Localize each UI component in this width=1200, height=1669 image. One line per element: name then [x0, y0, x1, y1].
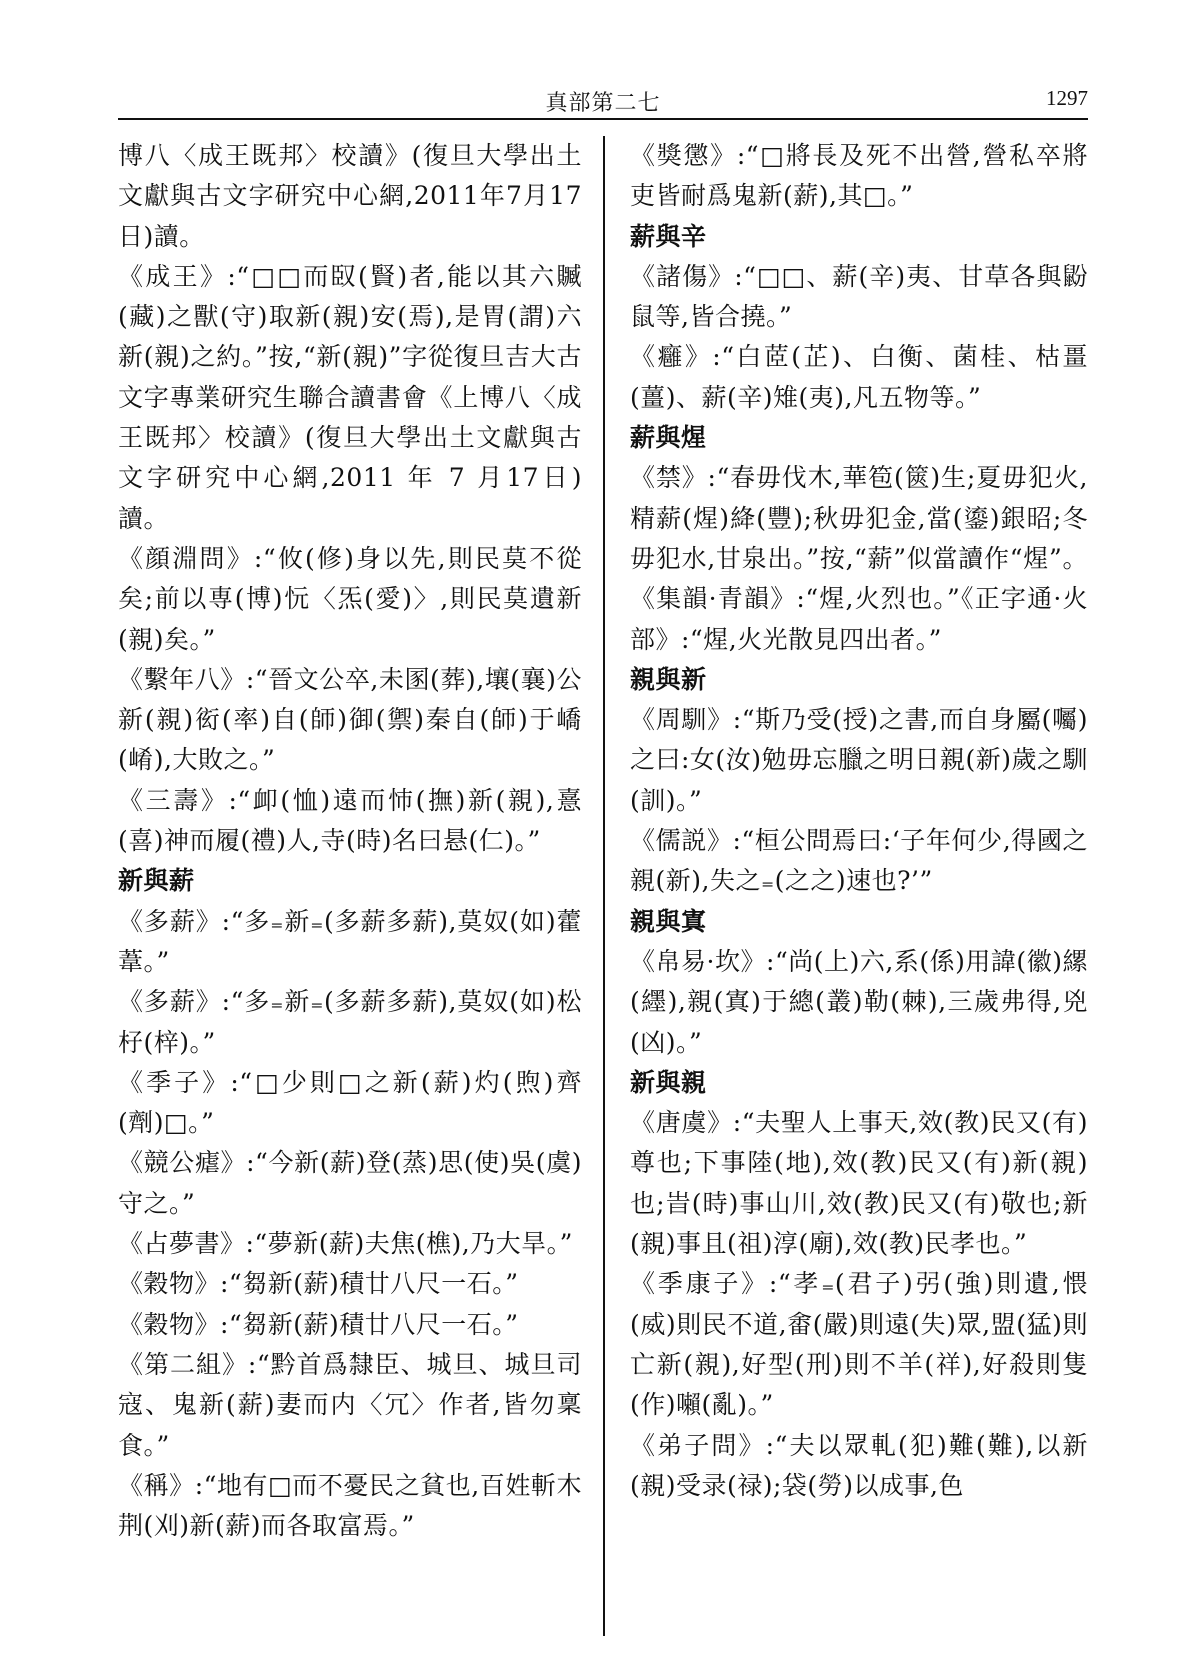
- entry-paragraph: 《穀物》:“芻新(薪)積廿八尺一石。”: [118, 1269, 519, 1299]
- right-column: [630, 136, 1088, 1506]
- entry-paragraph: 《季子》:“□少則□之新(薪)灼(煦)齊(劑)□。”: [118, 1067, 582, 1138]
- section-heading: 親與新: [630, 664, 707, 694]
- entry-paragraph: 《帛易·坎》:“尚(上)六,系(係)用諱(徽)縲(纆),親(寘)于總(叢)勒(棘),三歲弗得,兇(凶)。”: [630, 946, 1088, 1057]
- header-rule: [118, 118, 1088, 120]
- entry-paragraph: 《獎懲》:“□將長及死不出營,營私卒將吏皆耐爲鬼新(薪),其□。”: [630, 141, 1088, 211]
- entry-paragraph: 《多薪》:“多₌新₌(多薪多薪),莫奴(如)藿葦。”: [118, 906, 582, 976]
- entry-paragraph: 《儒説》:“桓公問焉曰:‘子年何少,得國之親(新),失之₌(之之)速也?’”: [630, 826, 1088, 896]
- entry-paragraph: 《弟子問》:“夫以眾軋(犯)難(難),以新(親)受录(禄);袋(勞)以成事,色: [630, 1430, 1088, 1500]
- entry-paragraph: 《占夢書》:“夢新(薪)夫焦(樵),乃大旱。”: [118, 1229, 573, 1259]
- entry-paragraph: 《癰》:“白茝(芷)、白衡、菌桂、枯畺(薑)、薪(辛)雉(夷),凡五物等。”: [630, 342, 1088, 412]
- chapter-title: 真部第二七: [545, 91, 661, 116]
- section-heading: 親與寘: [630, 906, 707, 936]
- entry-paragraph: 《成王》:“□□而臤(賢)者,能以其六贓(藏)之獸(守)取新(親)安(焉),是胃(謂)六新(親)之約。”按,“新(親)”字從復旦吉大古文字專業研究生聯合讀書會《上博八〈成王既邦〉校讀》(復旦大學出土文獻與古文字研究中心網,2011 年 7 月17日)讀。: [118, 261, 582, 533]
- entry-paragraph: 《競公瘧》:“今新(薪)登(蒸)思(使)吳(虞)守之。”: [118, 1148, 582, 1218]
- page-number: 1297: [1046, 86, 1088, 110]
- running-header: [118, 78, 1088, 118]
- section-heading: 薪與辛: [630, 221, 707, 251]
- entry-paragraph: 《季康子》:“孝₌(君子)弜(強)則遺,愄(威)則民不道,畬(嚴)則遠(失)眾,盟(猛)則亡新(親),好型(刑)則不羊(祥),好殺則隻(作)𡃤(亂)。”: [630, 1269, 1088, 1420]
- section-heading: 新與薪: [118, 866, 195, 896]
- entry-paragraph: 博八〈成王既邦〉校讀》(復旦大學出土文獻與古文字研究中心網,2011年7月17日)讀。: [118, 141, 582, 251]
- entry-paragraph: 《稱》:“地有□而不憂民之貧也,百姓斬木荆(刈)新(薪)而各取富焉。”: [118, 1470, 582, 1541]
- entry-paragraph: 《多薪》:“多₌新₌(多薪多薪),莫奴(如)松杍(梓)。”: [118, 987, 582, 1057]
- left-column: [118, 136, 582, 1546]
- entry-paragraph: 《三壽》:“卹(恤)遠而㤄(撫)新(親),憙(喜)神而履(禮)人,寺(時)名曰悬(仁)。”: [118, 785, 582, 856]
- entry-paragraph: 《顔淵問》:“攸(修)身以先,則民莫不從矣;前以専(博)忨〈炁(愛)〉,則民莫遺新(親)矣。”: [118, 543, 582, 654]
- entry-paragraph: 《周馴》:“斯乃受(授)之書,而自身屬(囑)之曰:女(汝)勉毋忘臘之明日親(新)歲之馴(訓)。”: [630, 705, 1088, 815]
- section-heading: 新與親: [630, 1067, 707, 1097]
- section-heading: 薪與煋: [630, 423, 707, 453]
- column-divider: [603, 136, 605, 1636]
- entry-paragraph: 《第二組》:“黔首爲隸臣、城旦、城旦司寇、鬼新(薪)妻而内〈冗〉作者,皆勿稟食。”: [118, 1349, 582, 1460]
- entry-paragraph: 《唐虞》:“夫聖人上事天,效(教)民又(有)尊也;下事陸(地),效(教)民又(有)新(親)也;旹(時)事山川,效(教)民又(有)敬也;新(親)事且(祖)淳(廟),效(教)民孝也。”: [630, 1108, 1088, 1259]
- entry-paragraph: 《穀物》:“芻新(薪)積廿八尺一石。”: [118, 1309, 519, 1339]
- entry-paragraph: 《禁》:“春毋伐木,華笣(篋)生;夏毋犯火,精薪(煋)絳(豐);秋毋犯金,當(鎏)銀昭;冬毋犯水,甘泉出。”按,“薪”似當讀作“煋”。《集韻·青韻》:“煋,火烈也。”《正字通·火部》:“煋,火光散見四出者。”: [630, 463, 1088, 654]
- entry-paragraph: 《繫年八》:“晉文公卒,未圂(葬),壤(襄)公新(親)衒(率)自(師)御(禦)秦自(師)于嶠(崤),大敗之。”: [118, 664, 582, 775]
- entry-paragraph: 《諸傷》:“□□、薪(辛)夷、甘草各與鼢鼠等,皆合撓。”: [630, 261, 1088, 332]
